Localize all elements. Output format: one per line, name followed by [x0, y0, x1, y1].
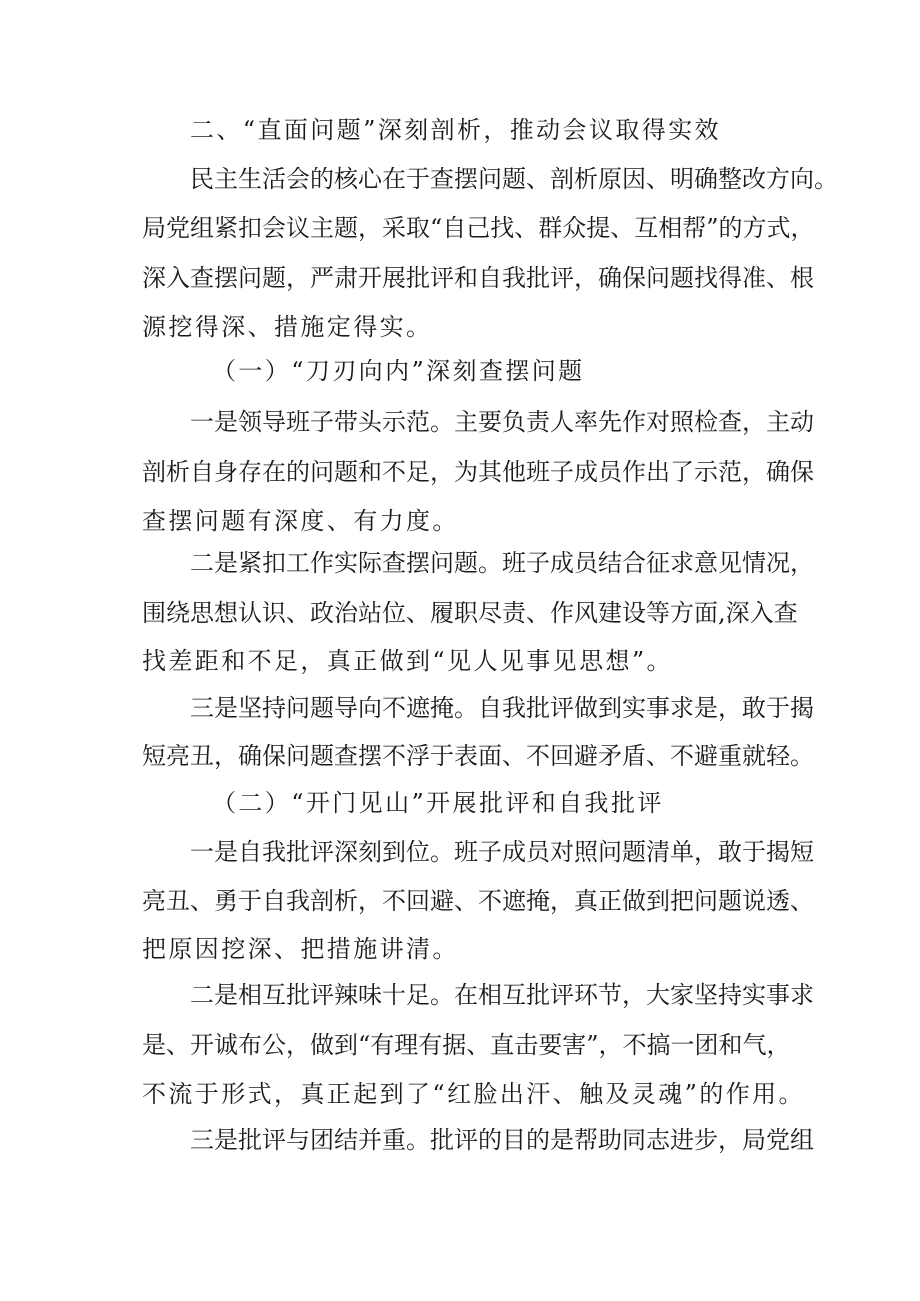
section-heading: 二、“直面问题”深刻剖析，推动会议取得实效 — [190, 116, 721, 144]
paragraph-line: 把原因挖深、把措施讲清。 — [142, 935, 459, 963]
paragraph-line: 是、开诚布公，做到“有理有据、直击要害”，不搞一团和气， — [142, 1031, 791, 1059]
subsection-heading: （二）“开门见山”开展批评和自我批评 — [212, 789, 664, 817]
paragraph-line: 查摆问题有深度、有力度。 — [142, 507, 459, 535]
paragraph-line: 源挖得深、措施定得实。 — [142, 313, 433, 341]
paragraph-line: 围绕思想认识、政治站位、履职尽责、作风建设等方面,深入查 — [142, 599, 798, 627]
paragraph-line: 民主生活会的核心在于查摆问题、剖析原因、明确整改方向。 — [190, 165, 838, 193]
paragraph-line: 亮丑、勇于自我剖析，不回避、不遮掩，真正做到把问题说透、 — [142, 887, 814, 915]
paragraph-line: 三是坚持问题导向不遮掩。自我批评做到实事求是，敢于揭 — [190, 694, 814, 722]
paragraph-line: 二是紧扣工作实际查摆问题。班子成员结合征求意见情况， — [190, 549, 814, 577]
paragraph-line: 找差距和不足，真正做到“见人见事见思想”。 — [142, 647, 673, 675]
paragraph-line: 剖析自身存在的问题和不足，为其他班子成员作出了示范，确保 — [142, 458, 814, 486]
paragraph-line: 不流于形式，真正起到了“红脸出汗、触及灵魂”的作用。 — [142, 1080, 805, 1108]
paragraph-line: 局党组紧扣会议主题，采取“自己找、群众提、互相帮”的方式， — [142, 214, 815, 242]
subsection-heading: （一）“刀刃向内”深刻查摆问题 — [212, 357, 585, 385]
paragraph-line: 一是领导班子带头示范。主要负责人率先作对照检查，主动 — [190, 408, 814, 436]
paragraph-line: 三是批评与团结并重。批评的目的是帮助同志进步，局党组 — [190, 1126, 814, 1154]
paragraph-line: 一是自我批评深刻到位。班子成员对照问题清单，敢于揭短 — [190, 838, 814, 866]
paragraph-line: 深入查摆问题，严肃开展批评和自我批评，确保问题找得准、根 — [142, 264, 814, 292]
paragraph-line: 二是相互批评辣味十足。在相互批评环节，大家坚持实事求 — [190, 981, 814, 1009]
paragraph-line: 短亮丑，确保问题查摆不浮于表面、不回避矛盾、不避重就轻。 — [142, 742, 814, 770]
